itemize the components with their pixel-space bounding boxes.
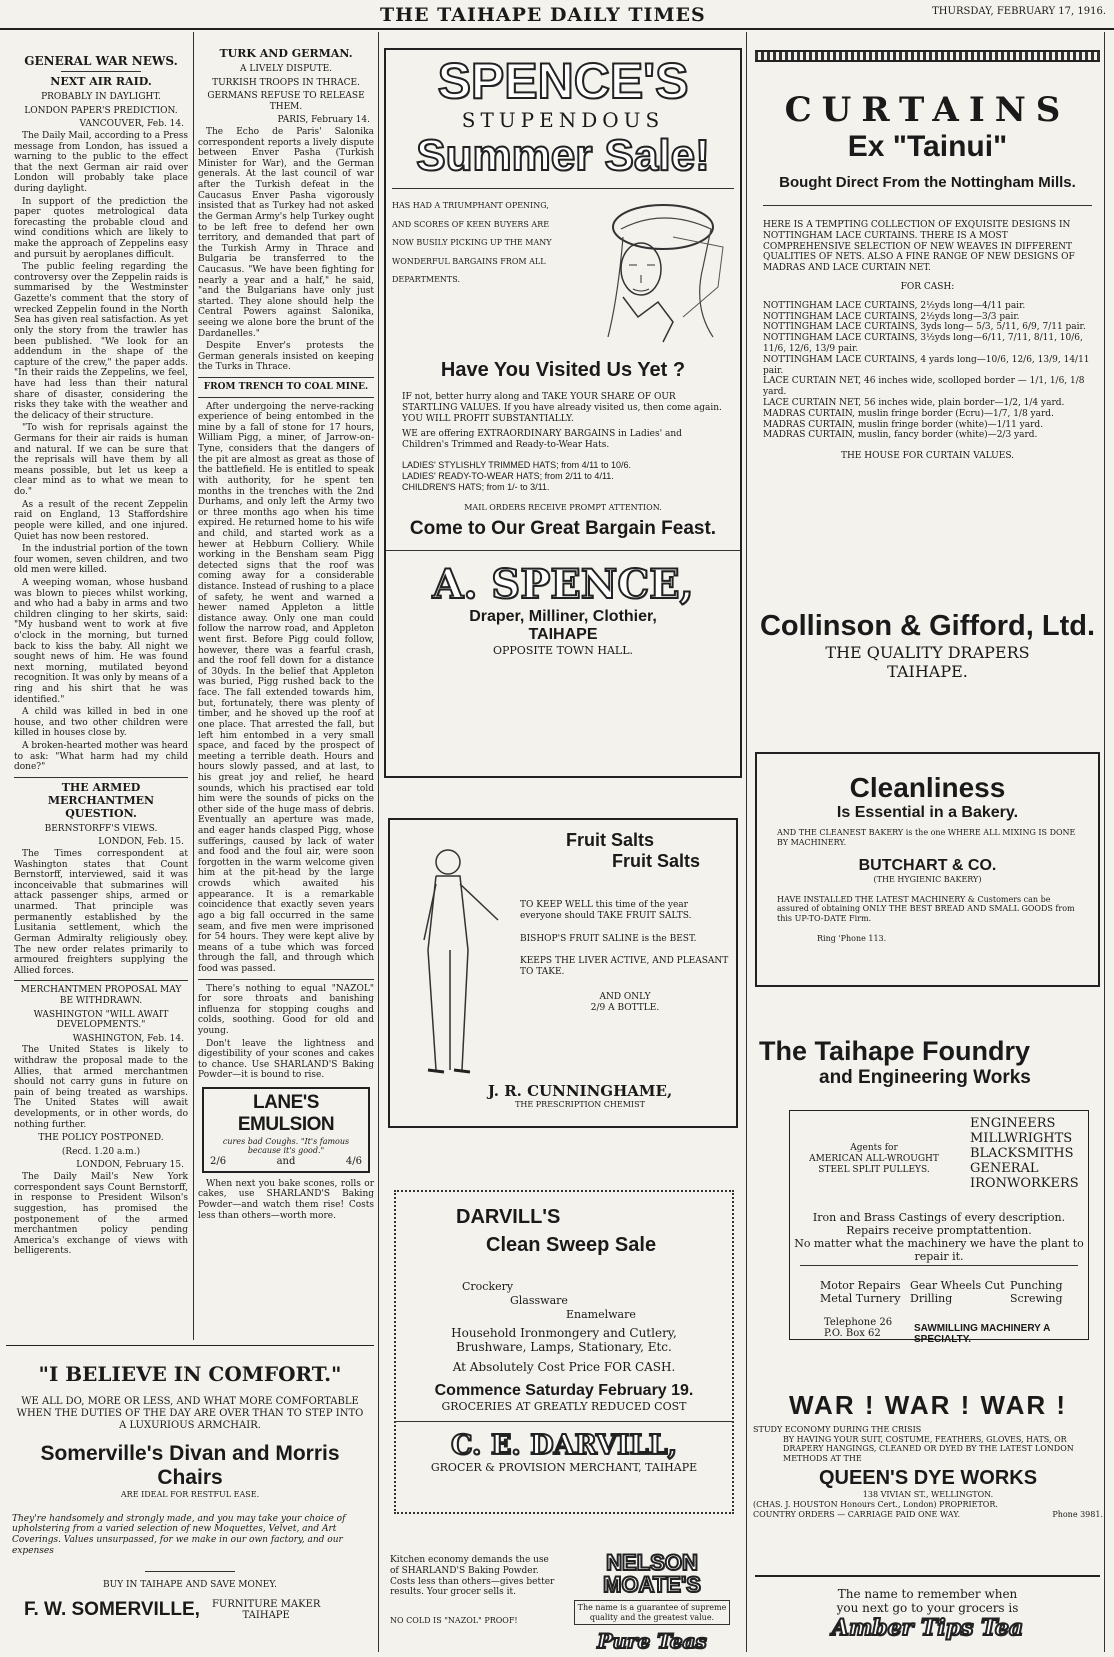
comfort-title: "I BELIEVE IN COMFORT." (38, 1362, 342, 1386)
curtain-price-item: NOTTINGHAM LACE CURTAINS, 4 yards long—10/6, 12/6, 13/9, 14/11 pair. (763, 354, 1090, 376)
spence-hat-price: CHILDREN'S HATS; from 1/- to 3/11. (402, 481, 550, 492)
turk-german-column (198, 44, 374, 1223)
subhead: GERMANS REFUSE TO RELEASE THEM. (207, 91, 365, 112)
darvill-trade: GROCER & PROVISION MERCHANT, TAIHAPE (430, 1461, 698, 1474)
curtain-price-item: LACE CURTAIN NET, 56 inches wide, plain border—1/2, 1/4 yard. (763, 397, 1065, 408)
butchart-ad (755, 752, 1100, 987)
curtains-mills: Bought Direct From the Nottingham Mills. (779, 174, 1076, 191)
paragraph: The United States is likely to withdraw the proposal made to the Allies, that armed merchantmen should not carry guns in future on pain of being treated as warships. The United States will await developments, or in other words, do nothing further. (14, 1045, 188, 1130)
nelson-tagline: The name is a guarantee of supreme quality and the greatest value. (574, 1600, 730, 1625)
darvill-item: Brushware, Lamps, Stationary, Etc. (456, 1340, 672, 1354)
curtains-cash: FOR CASH: (900, 281, 955, 292)
darvill-commence: Commence Saturday February 19. (434, 1382, 694, 1399)
masthead-date: THURSDAY, FEBRUARY 17, 1916. (932, 6, 1106, 17)
sharland-notice: Don't leave the lightness and digestibility of your scones and cakes to chance. Use SHARLAND'S Baking Powder—it is bound to rise. (198, 1038, 374, 1081)
spence-para: WE are offering EXTRAORDINARY BARGAINS in Ladies' and Children's Trimmed and Ready-to-Wear Hats. (402, 428, 682, 450)
comfort-head: Somerville's Divan and Morris Chairs (40, 1442, 340, 1489)
subhead: BERNSTORFF'S VIEWS. (44, 823, 158, 834)
foundry-trade: IRONWORKERS (970, 1175, 1079, 1191)
clean-subtitle: Is Essential in a Bakery. (836, 804, 1019, 821)
merchantmen-heading: THE ARMED MERCHANTMEN QUESTION. (47, 780, 155, 820)
foundry-nomatter: No matter what the machinery we have the plant to repair it. (794, 1237, 1084, 1263)
nelson-moate-ad (562, 1552, 742, 1652)
fruit-title: Fruit Salts (611, 851, 700, 871)
kitchen-notice (390, 1555, 555, 1626)
foundry-trade: ENGINEERS (970, 1116, 1056, 1131)
lanes-emulsion-ad (202, 1087, 370, 1173)
war-para: BY HAVING YOUR SUIT, COSTUME, FEATHERS, GLOVES, HATS, OR DRAPERY HANGINGS, CLEANED OR DYED BY THE LATEST LONDON METHODS AT THE (783, 1434, 1074, 1463)
curtain-price-item: MADRAS CURTAIN, muslin fringe border (white)—1/11 yard. (763, 419, 1044, 430)
column-divider (378, 32, 379, 1652)
comfort-sub: ARE IDEAL FOR RESTFUL EASE. (120, 1490, 260, 1499)
comfort-buy: BUY IN TAIHAPE AND SAVE MONEY. (103, 1579, 277, 1590)
somerville-ad (6, 1345, 374, 1645)
column-divider (1104, 32, 1105, 1652)
fruit-salts-ad (388, 818, 738, 1128)
dateline: WASHINGTON, Feb. 14. (72, 1033, 184, 1044)
dateline: LONDON, Feb. 15. (98, 837, 184, 848)
spence-trade: Draper, Milliner, Clothier, (469, 608, 657, 626)
fruit-para: BISHOP'S FRUIT SALINE is the BEST. (520, 933, 697, 944)
curtain-price-item: NOTTINGHAM LACE CURTAINS, 3½yds long—6/11, 7/11, 8/11, 10/6, 11/6, 12/6, 13/9 pair. (763, 333, 1083, 354)
clean-para: HAVE INSTALLED THE LATEST MACHINERY & Customers can be assured of obtaining ONLY THE BEST BREAD AND SMALL GOODS from this UP-TO-DATE Firm. (777, 894, 1075, 923)
amber-tips-ad (755, 1575, 1100, 1655)
foundry-service: Gear Wheels Cut (910, 1279, 1005, 1292)
darvill-cost: At Absolutely Cost Price FOR CASH. (452, 1360, 676, 1374)
darvill-item: Glassware (510, 1294, 568, 1307)
paragraph: The Times correspondent at Washington states that Count Bernstorff, interviewed, said it was inconceivable that submarines will attack passenger ships, armed or unarmed. That principle was permanently established by the Lusitania settlement, which the German Admiralty religiously obey. The new order relates primarily to armoured freighters supplying the Allied forces. (14, 849, 188, 976)
lanes-tagline: cures bad Coughs. "It's famous because it's good." (222, 1136, 350, 1156)
collinson-ad (755, 610, 1100, 681)
spence-hat-price: LADIES' STYLISHLY TRIMMED HATS; from 4/11 to 10/6. (402, 460, 631, 471)
curtains-price-list (763, 301, 1092, 441)
spence-title: SPENCE'S (437, 53, 689, 109)
tips-line: The name to remember when (837, 1587, 1018, 1601)
curtain-price-item: NOTTINGHAM LACE CURTAINS, 2½yds long—4/11 pair. (763, 300, 1026, 311)
foundry-trade: GENERAL (970, 1160, 1039, 1176)
subhead: THE POLICY POSTPONED. (38, 1133, 164, 1144)
subhead: MERCHANTMEN PROPOSAL MAY BE WITHDRAWN. (20, 985, 182, 1006)
paragraph: "To wish for reprisals against the Germans for their air raids is human and natural. If we can be sure that the reprisals will have them by all means possible, but let us keep a clear mind as to what we mean to do." (14, 423, 188, 498)
paragraph: A weeping woman, whose husband was blown to pieces whilst working, and who had a baby in arms and two children clinging to her skirts, said: "My husband went to work at five o'clock in the morning, but turned back to kiss the baby. All night we sought news of him. He was found next morning, mutilated beyond recognition. It was only by means of a ring and his shirt that he was identified." (14, 577, 188, 705)
nazol-notice: There's nothing to equal "NAZOL" for sore throats and banishing influenza for stopping coughs and colds, soothing. Good for old and young. (198, 983, 374, 1036)
paragraph: Despite Enver's protests the German generals insisted on keeping the Turks in Thrace. (198, 341, 374, 373)
subhead: WASHINGTON "WILL AWAIT DEVELOPMENTS." (33, 1009, 169, 1031)
price: 4/6 (345, 1156, 362, 1168)
foundry-sawmilling: SAWMILLING MACHINERY A SPECIALTY. (914, 1323, 1050, 1345)
nelson-brand: Pure Teas (597, 1629, 707, 1654)
gentleman-illustration (398, 840, 508, 1080)
lanes-title: LANE'S EMULSION (237, 1092, 335, 1136)
darvill-ad (394, 1190, 734, 1514)
spence-ad (384, 48, 742, 778)
butchart-phone: Ring 'Phone 113. (817, 933, 887, 943)
spence-feast: Come to Our Great Bargain Feast. (409, 518, 717, 540)
darvill-title: DARVILL'S (456, 1206, 561, 1228)
clean-title: Cleanliness (849, 772, 1006, 803)
dateline: LONDON, February 15. (76, 1160, 184, 1171)
curtains-ad (755, 50, 1100, 568)
foundry-agents: AMERICAN ALL-WROUGHT (809, 1153, 939, 1164)
fruit-para: AND ONLY (599, 991, 651, 1002)
collinson-name: Collinson & Gifford, Ltd. (759, 610, 1096, 642)
paragraph: In the industrial portion of the town four women, seven children, and two old men were killed. (14, 544, 188, 576)
masthead-title: THE TAIHAPE DAILY TIMES (380, 4, 706, 26)
subhead: LONDON PAPER'S PREDICTION. (24, 105, 178, 116)
tips-brand: Amber Tips Tea (831, 1615, 1024, 1641)
coal-mine-heading: FROM TRENCH TO COAL MINE. (203, 382, 369, 393)
subhead: A LIVELY DISPUTE. (239, 63, 333, 74)
paragraph: The Daily Mail, according to a Press message from London, has issued a warning to the public to the effect that the next German air raid over London will probably take place during daylight. (14, 130, 188, 194)
somerville-name: F. W. SOMERVILLE, (24, 1598, 200, 1620)
tips-line: you next go to your grocers is (836, 1601, 1019, 1615)
dye-works-country: COUNTRY ORDERS — CARRIAGE PAID ONE WAY. (753, 1509, 960, 1519)
air-raid-subhead: NEXT AIR RAID. (50, 75, 152, 89)
spence-visited: Have You Visited Us Yet ? (440, 359, 686, 382)
somerville-town: TAIHAPE (242, 1609, 290, 1621)
paragraph: The Echo de Paris' Salonika correspondent reports a lively dispute between Enver Pasha (Turkish Minister for War), and the German generals. At the last council of war after the Turkish defeat in the Caucasus Enver Pasha vigorously insisted that as Turkey had not asked the German Army's help Turkey ought to be left free to defend her own territory, and demanded that part of the Turkish Army in Thrace and Bulgaria be transferred to the Caucasus. "We have been fighting for nearly a year and a half," he said, "and the Bulgarians have only just started. They alone should help the Central Powers against Salonika, seeing we alone bore the brunt of the Dardanelles." (198, 127, 374, 339)
foundry-service: Screwing (1010, 1292, 1063, 1305)
nazol-proof: NO COLD IS "NAZOL" PROOF! (390, 1616, 518, 1626)
subhead: TURKISH TROOPS IN THRACE. (212, 77, 360, 88)
paragraph: A child was killed in bed in one house, and two other children were killed in houses close by. (14, 707, 188, 739)
spence-name: A. SPENCE, (432, 561, 694, 609)
darvill-item: Enamelware (566, 1308, 636, 1321)
foundry-service: Drilling (910, 1292, 953, 1305)
cunninghame-name: J. R. CUNNINGHAME, (487, 1082, 673, 1100)
paragraph: In support of the prediction the paper quotes metrological data forecasting the probable cloud and wind conditions which are likely to make the approach of Zeppelins easy and pursuit by aeroplanes difficult. (14, 196, 188, 260)
fruit-para: KEEPS THE LIVER ACTIVE, AND PLEASANT TO TAKE. (520, 956, 729, 978)
collinson-town: TAIHAPE. (887, 662, 968, 681)
foundry-telephone: Telephone 26 (824, 1317, 893, 1328)
dye-works-name: QUEEN'S DYE WORKS (818, 1467, 1038, 1490)
foundry-trade: MILLWRIGHTS (970, 1130, 1073, 1146)
foundry-repairs: Repairs receive promptattention. (846, 1224, 1032, 1237)
war-title: WAR ! WAR ! WAR ! (788, 1390, 1068, 1420)
spence-para: IF not, better hurry along and TAKE YOUR SHARE OF OUR STARTLING VALUES. If you have already visited us, then come again. YOU WILL PROFIT SUBSTANTIALLY. (402, 392, 722, 424)
dateline: VANCOUVER, Feb. 14. (79, 119, 184, 130)
foundry-trade: BLACKSMITHS (970, 1145, 1074, 1161)
foundry-service: Motor Repairs (820, 1279, 901, 1292)
clean-para: AND THE CLEANEST BAKERY is the one WHERE ALL MIXING IS DONE BY MACHINERY. (777, 828, 1076, 847)
paragraph: The public feeling regarding the controversy over the Zeppelin raids is summarised by the Westminster Gazette's comment that the story of wrecked Zeppelin found in the North Sea has given real satisfaction. As yet only the story from the trawler has been published. "We look for an addendum in the shape of the capture of the crew," the paper adds. "In their raids the Zeppelins, we feel, have had less than their natural share of disaster, considering the risks they take with the weather and the delicacy of their structure. (14, 262, 188, 421)
foundry-agents: STEEL SPLIT PULLEYS. (818, 1164, 930, 1175)
cunninghame-trade: THE PRESCRIPTION CHEMIST (515, 1100, 645, 1109)
curtain-price-item: MADRAS CURTAIN, muslin fringe border (Ecru)—1/7, 1/8 yard. (763, 408, 1054, 419)
curtain-price-item: NOTTINGHAM LACE CURTAINS, 2½yds long—3/3 pair. (763, 311, 1020, 322)
foundry-trades (970, 1117, 1079, 1192)
foundry-service: Metal Turnery (820, 1292, 901, 1305)
turk-german-heading: TURK AND GERMAN. (219, 47, 353, 60)
darvill-subtitle: Clean Sweep Sale (486, 1234, 657, 1256)
darvill-name: C. E. DARVILL, (451, 1430, 677, 1461)
curtain-price-item: LACE CURTAIN NET, 46 inches wide, scolloped border — 1/1, 1/6, 1/8 yard. (763, 376, 1085, 398)
war-news-column (14, 50, 188, 1259)
foundry-pobox: P.O. Box 62 (824, 1328, 881, 1339)
foundry-agents: Agents for (850, 1143, 898, 1153)
queens-dye-works-ad (753, 1390, 1103, 1519)
dye-works-phone: Phone 3981. (1052, 1509, 1103, 1519)
price: 2/6 (210, 1156, 227, 1168)
sharland-notice: When next you bake scones, rolls or cakes, use SHARLAND'S Baking Powder—and watch them rise! Costs less than others—worth more. (198, 1178, 374, 1221)
fruit-price: 2/9 A BOTTLE. (590, 1002, 660, 1013)
spence-hat-price: LADIES' READY-TO-WEAR HATS; from 2/11 to 4/11. (402, 471, 614, 482)
foundry-title: The Taihape Foundry (759, 1036, 1031, 1066)
spence-stupendous: STUPENDOUS (461, 108, 665, 132)
decorative-border (755, 50, 1100, 62)
somerville-trade: FURNITURE MAKER (211, 1598, 321, 1610)
column-divider (193, 32, 194, 1340)
spence-sale: Summer Sale! (416, 131, 710, 180)
darvill-item: Crockery (462, 1280, 514, 1293)
butchart-sub: (THE HYGIENIC BAKERY) (873, 875, 982, 885)
foundry-subtitle: and Engineering Works (819, 1067, 1031, 1088)
nelson-title: NELSON MOATE'S (603, 1550, 701, 1597)
comfort-lead: WE ALL DO, MORE OR LESS, AND WHAT MORE COMFORTABLE WHEN THE DUTIES OF THE DAY ARE OVER THAN TO STEP INTO A LUXURIOUS ARMCHAIR. (16, 1396, 364, 1431)
spence-town: TAIHAPE (528, 626, 598, 644)
war-news-heading: GENERAL WAR NEWS. (24, 54, 178, 68)
dateline: PARIS, February 14. (277, 115, 370, 126)
foundry-panel (789, 1110, 1089, 1345)
curtains-title: CURTAINS (784, 90, 1071, 130)
spence-opposite: OPPOSITE TOWN HALL. (492, 644, 633, 658)
paragraph: As a result of the recent Zeppelin raid on England, 13 Staffordshire people were killed, and one injured. Quiet has now been restored. (14, 499, 188, 542)
foundry-iron: Iron and Brass Castings of every description. (812, 1211, 1066, 1224)
paragraph: The Daily Mail's New York correspondent says Count Bernstorff, in response to President Wilson's suggestion, has promised the postponement of the armed merchantmen policy pending America's exchange of views with belligerents. (14, 1172, 188, 1257)
dye-works-address: 138 VIVIAN ST., WELLINGTON. (862, 1490, 994, 1500)
curtain-price-item: NOTTINGHAM LACE CURTAINS, 3yds long— 5/3, 5/11, 6/9, 7/11 pair. (763, 322, 1086, 333)
curtain-price-item: MADRAS CURTAIN, muslin, fancy border (white)—2/3 yard. (763, 430, 1038, 441)
war-para: STUDY ECONOMY DURING THE CRISIS (753, 1425, 922, 1434)
paragraph: After undergoing the nerve-racking experience of being entombed in the mine by a fall of stone for 17 hours, William Pigg, a miner, of Jarrow-on-Tyne, considers that the dangers of the pit are almost as great as those of the battlefield. He is entitled to speak with authority, for he spent ten months in the trenches with the 2nd Durhams, and only left the Army two or three months ago when his time expired. He returned home to his wife and child, and started work as a hewer at Hebburn Colliery. While working in the Bensham seam Pigg detected signs that the roof was coming away for a considerable distance. Instead of rushing to a place of safety, he went and warned a hewer named Appleton a little distance away. Only one man could follow the narrow road, and Appleton went first. Before Pigg could follow, however, there was a fearful crash, and the roof fell down for a distance of 30yds. In the belief that Appleton was buried, Pigg rushed back to the face. The fall extended towards him, but, fortunately, there was plenty of timber, and he shoved up the roof at one place. That arrested the fall, but left him entombed in a very small space, and faced by the prospect of meeting a terrible death. Hours and hours slowly passed, and at last, to his great joy and relief, he heard sounds, which his practised ear told him were the sounds of picks on the other side of the huge mass of debris. Eventually an aperture was made, and eager hands clasped Pigg, whose sufferings, caused by lack of water and food and the foul air, were soon forgotten in the warm welcome given him at the pit-head by the large crowds which awaited his appearance. It is a remarkable coincidence that exactly seven years ago a big fall occurred in the same seam, and five men were imprisoned for 54 hours. They were kept alive by means of a tube which was forced through the fall, and through which food was passed. (198, 401, 374, 974)
spence-mail: MAIL ORDERS RECEIVE PROMPT ATTENTION. (464, 502, 662, 512)
collinson-tag: THE QUALITY DRAPERS (825, 643, 1030, 662)
butchart-name: BUTCHART & CO. (858, 857, 997, 875)
price-and: and (276, 1156, 296, 1168)
subhead: (Recd. 1.20 a.m.) (61, 1146, 141, 1157)
curtains-house: THE HOUSE FOR CURTAIN VALUES. (840, 451, 1015, 462)
comfort-body: They're handsomely and strongly made, and you may take your choice of upholstering from a varied selection of new Moquettes, Velvet, and Art Coverings. Values unsurpassed, for we make in our own factory, and our expenses (12, 1513, 346, 1556)
darvill-item: Household Ironmongery and Cutlery, (451, 1326, 677, 1340)
fruit-para: TO KEEP WELL this time of the year everyone should TAKE FRUIT SALTS. (520, 900, 692, 921)
masthead-rule (0, 28, 1114, 30)
fruit-title: Fruit Salts (565, 830, 654, 850)
kitchen-text: Kitchen economy demands the use of SHARLAND'S Baking Powder. Costs less than others—gives better results. Your grocer sells it. (390, 1555, 555, 1598)
darvill-groceries: GROCERIES AT GREATLY REDUCED COST (441, 1400, 687, 1413)
foundry-ad (755, 1036, 1100, 1376)
lady-with-hat-illustration (563, 197, 733, 347)
subhead: PROBABLY IN DAYLIGHT. (41, 92, 161, 103)
column-divider (746, 32, 747, 1652)
foundry-service: Punching (1010, 1279, 1063, 1292)
spence-intro: HAS HAD A TRIUMPHANT OPENING, AND SCORES OF KEEN BUYERS ARE NOW BUSILY PICKING UP THE MANY WONDERFUL BARGAINS FROM ALL DEPARTMENTS. (392, 201, 552, 284)
dye-works-proprietor: (CHAS. J. HOUSTON Honours Cert., London) PROPRIETOR. (753, 1499, 998, 1509)
curtains-subtitle: Ex "Tainui" (847, 130, 1008, 163)
curtains-intro: HERE IS A TEMPTING COLLECTION OF EXQUISITE DESIGNS IN NOTTINGHAM LACE CURTAINS. THERE IS A MOST COMPREHENSIVE SELECTION OF NEW WEAVES IN DIFFERENT QUALITIES OF NETS. ALSO A FINE RANGE OF NEW DESIGNS OF MADRAS AND LACE CURTAIN NET. (763, 220, 1075, 274)
paragraph: A broken-hearted mother was heard to ask: "What harm had my child done?" (14, 741, 188, 773)
